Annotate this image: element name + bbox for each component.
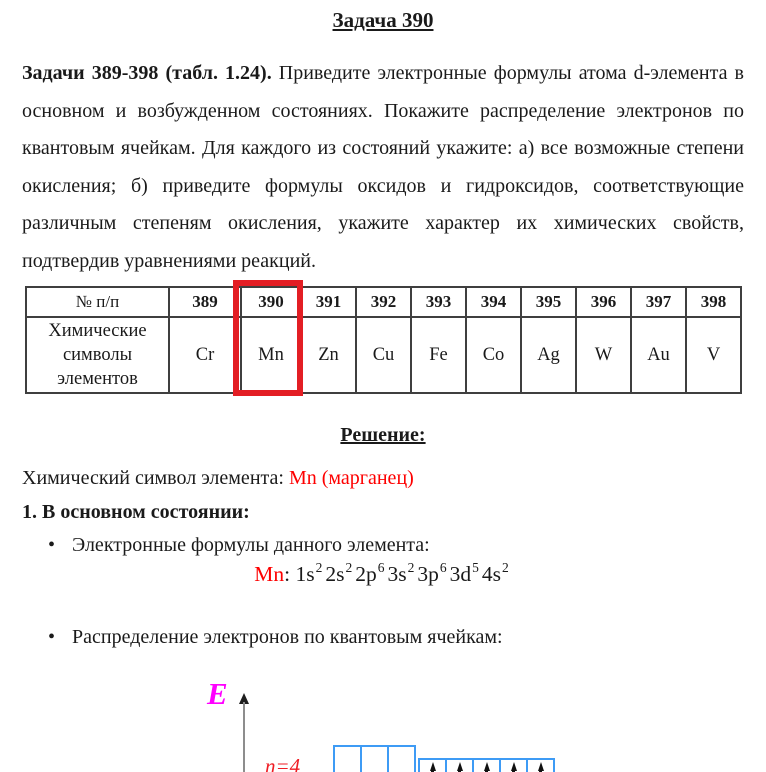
- level-label-n4: n=4: [265, 754, 301, 772]
- orbital-term: 3d: [449, 562, 472, 586]
- bullet-marker: •: [48, 534, 56, 556]
- formula-body: [295, 559, 511, 586]
- page-title: Задача 390: [332, 8, 434, 32]
- table-cell-element: Au: [631, 317, 686, 393]
- bullet-text: Распределение электронов по квантовым ячейкам:: [72, 626, 503, 648]
- bullet-item-quantum-cells: [48, 626, 503, 649]
- problem-statement: [22, 55, 744, 280]
- ground-state-heading: 1. В основном состоянии:: [22, 501, 250, 523]
- orbital-term: 2s: [325, 562, 345, 586]
- element-symbol-label: Химический символ элемента:: [22, 467, 289, 489]
- orbital-electron-count: 2: [501, 559, 509, 575]
- quantum-cell-group: [333, 745, 416, 772]
- quantum-cell: [389, 747, 414, 772]
- orbital-term: 3p: [417, 562, 439, 586]
- elements-table: [25, 286, 742, 394]
- table-cell-element: V: [686, 317, 741, 393]
- electron-up-arrow-icon: [456, 762, 464, 772]
- elements-table-wrap: [25, 286, 740, 394]
- orbital-electron-count: 6: [439, 559, 447, 575]
- table-cell-element: Cr: [169, 317, 241, 393]
- table-cell-number: 389: [169, 287, 241, 317]
- orbital-term: 1s: [295, 562, 315, 586]
- orbital-electron-count: 2: [315, 559, 323, 575]
- table-cell-number: 392: [356, 287, 411, 317]
- table-cell-number: 393: [411, 287, 466, 317]
- orbital-electron-count: 2: [345, 559, 353, 575]
- element-symbol-value: Mn (марганец): [288, 467, 414, 489]
- formula-separator: :: [284, 562, 296, 586]
- electron-up-arrow-icon: [483, 762, 491, 772]
- energy-axis-label: E: [207, 676, 228, 711]
- table-cell-number: 394: [466, 287, 521, 317]
- table-header-symbols: Химические символы элементов: [26, 317, 169, 393]
- table-row-numbers: [26, 287, 741, 317]
- energy-axis-line: [243, 702, 245, 772]
- table-cell-element: Cu: [356, 317, 411, 393]
- formula-element-symbol: Mn: [254, 562, 285, 586]
- solution-heading: Решение:: [340, 424, 426, 446]
- problem-lead: Задачи 389-398 (табл. 1.24).: [22, 62, 272, 84]
- quantum-cell: [474, 760, 501, 772]
- table-cell-element: Mn: [241, 317, 301, 393]
- table-cell-element: Fe: [411, 317, 466, 393]
- quantum-cell: [335, 747, 362, 772]
- table-cell-number: 397: [631, 287, 686, 317]
- orbital-electron-count: 2: [407, 559, 415, 575]
- table-cell-number: 395: [521, 287, 576, 317]
- quantum-cell: [501, 760, 528, 772]
- table-cell-number: 398: [686, 287, 741, 317]
- electron-configuration-formula: [0, 559, 766, 587]
- quantum-cell: [420, 760, 447, 772]
- orbital-term: 4s: [481, 562, 501, 586]
- table-cell-number: 390: [241, 287, 301, 317]
- bullet-item-electron-formulas: [48, 534, 430, 557]
- table-row-elements: [26, 317, 741, 393]
- orbital-term: 2p: [355, 562, 377, 586]
- table-cell-element: Ag: [521, 317, 576, 393]
- table-cell-element: Co: [466, 317, 521, 393]
- quantum-cell: [528, 760, 553, 772]
- orbital-electron-count: 5: [472, 559, 479, 575]
- table-header-npp: № п/п: [26, 287, 169, 317]
- orbital-electron-count: 6: [377, 559, 385, 575]
- electron-up-arrow-icon: [537, 762, 545, 772]
- table-cell-element: Zn: [301, 317, 356, 393]
- bullet-text: Электронные формулы данного элемента:: [72, 534, 430, 556]
- table-cell-element: W: [576, 317, 631, 393]
- orbital-term: 3s: [387, 562, 407, 586]
- quantum-cell: [447, 760, 474, 772]
- bullet-marker: •: [48, 626, 56, 648]
- table-cell-number: 396: [576, 287, 631, 317]
- table-cell-number: 391: [301, 287, 356, 317]
- electron-up-arrow-icon: [510, 762, 518, 772]
- quantum-cell: [362, 747, 389, 772]
- electron-up-arrow-icon: [429, 762, 437, 772]
- quantum-cell-group: [418, 758, 555, 772]
- problem-body: Приведите электронные формулы атома d-элемента в основном и возбужденном состояниях. Покажите распределение электронов по квантовым ячейкам. Для каждого из состояний укажите: а) все возможные степени окисления; б) приведите формулы оксидов и гидроксидов, соответствующие различным степеням окисления, укажите характер их химических свойств, подтвердив уравнениями реакций.: [22, 62, 744, 272]
- element-symbol-line: [22, 467, 414, 490]
